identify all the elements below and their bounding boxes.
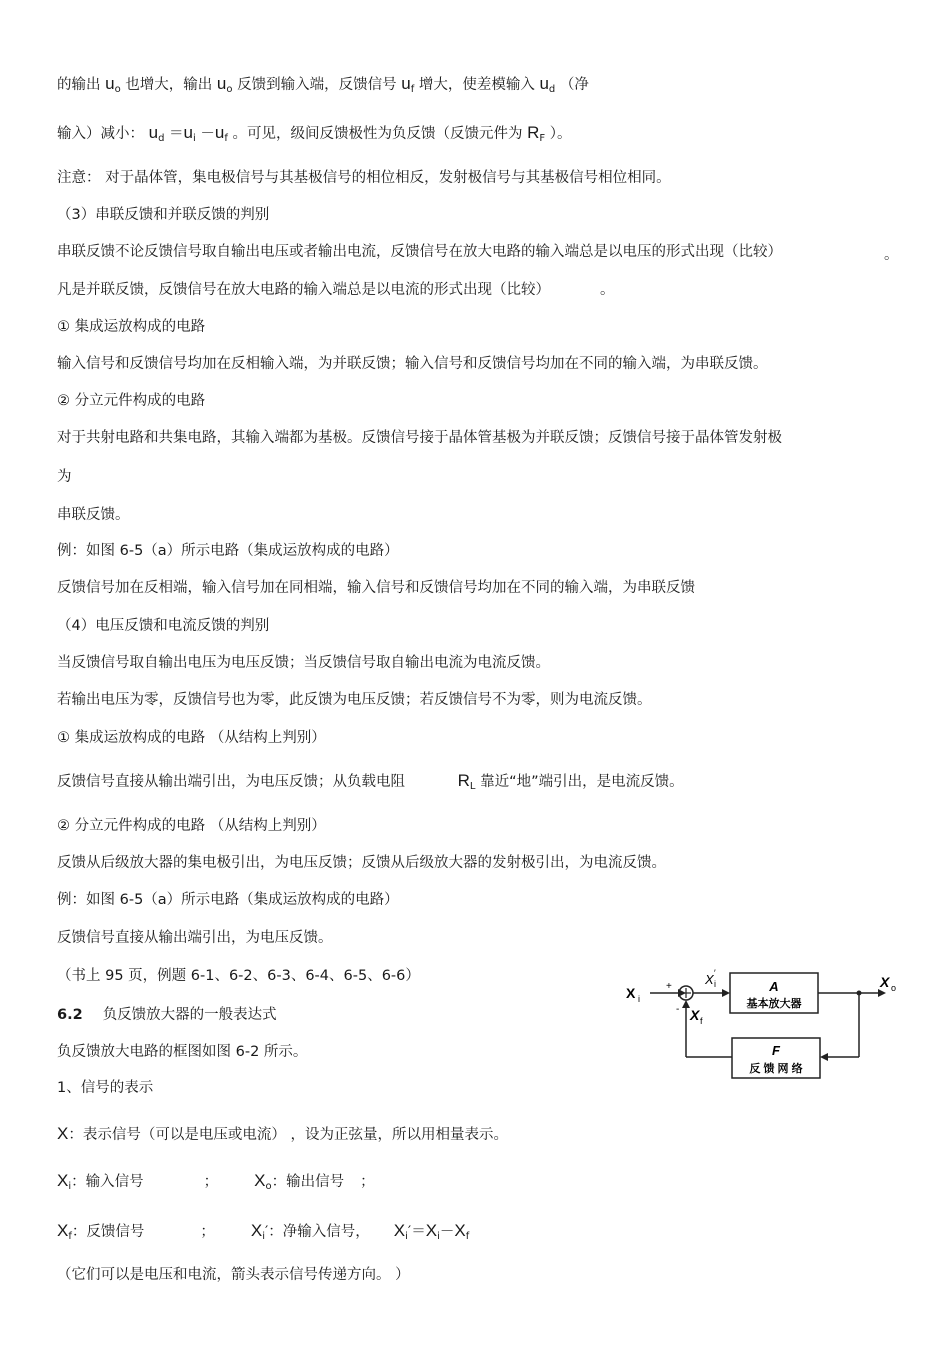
text-line-collector-emitter: 反馈从后级放大器的集电极引出，为电压反馈；反馈从后级放大器的发射极引出，为电流反馈。 bbox=[57, 855, 666, 871]
svg-text:A: A bbox=[769, 979, 779, 994]
feedback-signal-label: X bbox=[690, 1007, 700, 1023]
text-line-example-1-answer: 反馈信号加在反相端，输入信号加在同相端，输入信号和反馈信号均加在不同的输入端，为串联反馈 bbox=[57, 580, 695, 596]
net-input-label: X bbox=[705, 972, 714, 987]
text-line-note: 注意： 对于晶体管，集电极信号与其基极信号的相位相反，发射极信号与其基极信号相位相同。 bbox=[57, 170, 671, 186]
text-line-input-output-signal: $X_i$：输入信号 ； $X_o$：输出信号 ； bbox=[57, 1171, 375, 1192]
text-line-parallel-feedback: 凡是并联反馈，反馈信号在放大电路的输入端总是以电流的形式出现（比较） 。 bbox=[57, 282, 615, 298]
svg-text:i: i bbox=[714, 979, 716, 989]
feedback-block-diagram bbox=[622, 962, 912, 1094]
input-signal-label: X bbox=[626, 985, 636, 1001]
text-line-load-resistor: 反馈信号直接从输出端引出，为电压反馈；从负载电阻 $R_L$ 靠近“地”端引出，是电流反馈。 bbox=[57, 771, 684, 792]
svg-text:i: i bbox=[638, 994, 640, 1004]
subheading-discrete-circuit: ② 分立元件构成的电路 bbox=[57, 393, 206, 409]
section-heading-voltage-current: （4）电压反馈和电流反馈的判别 bbox=[57, 618, 270, 634]
subheading-opamp-structure: ① 集成运放构成的电路 （从结构上判别） bbox=[57, 730, 326, 746]
text-line-wei: 为 bbox=[57, 469, 72, 485]
text-line-net-input-decrease: 输入）减小： $u_d =u_i -u_f$ 。可见，级间反馈极性为负反馈（反馈元件为 $R_F$ ）。 bbox=[57, 123, 572, 144]
text-line-feedback-net-signal: $X_f$：反馈信号 ； $X_i'$：净输入信号， $X_i'=X_i-X_f$ bbox=[57, 1221, 470, 1242]
text-line-book-reference: （书上 95 页，例题 6-1、6-2、6-3、6-4、6-5、6-6） bbox=[57, 968, 420, 984]
section-heading-series-parallel: （3）串联反馈和并联反馈的判别 bbox=[57, 207, 270, 223]
text-line-discrete-rule: 对于共射电路和共集电路，其输入端都为基极。反馈信号接于晶体管基极为并联反馈；反馈信号接于晶体管发射极 bbox=[57, 430, 782, 446]
subheading-discrete-structure: ② 分立元件构成的电路 （从结构上判别） bbox=[57, 818, 326, 834]
svg-text:-: - bbox=[676, 1004, 680, 1015]
feedback-network-label: 反 馈 网 络 bbox=[749, 1063, 803, 1075]
text-line-example-2-answer: 反馈信号直接从输出端引出，为电压反馈。 bbox=[57, 930, 333, 946]
text-line-series-feedback-end: 串联反馈。 bbox=[57, 507, 130, 523]
output-signal-label: X bbox=[880, 974, 890, 990]
text-line-example-1: 例：如图 6-5（a）所示电路（集成运放构成的电路） bbox=[57, 543, 399, 559]
svg-text:o: o bbox=[891, 983, 897, 993]
text-line-voltage-current-test: 若输出电压为零，反馈信号也为零，此反馈为电压反馈；若反馈信号不为零，则为电流反馈。 bbox=[57, 692, 652, 708]
text-line-series-feedback: 串联反馈不论反馈信号取自输出电压或者输出电流，反馈信号在放大电路的输入端总是以电压的形式出现（比较） bbox=[57, 244, 782, 260]
svg-text:′: ′ bbox=[714, 968, 716, 978]
text-line-series-feedback-tail: 。 bbox=[884, 247, 899, 263]
basic-amplifier-label: 基本放大器 bbox=[746, 998, 802, 1010]
section-heading-6-2: 6.2 负反馈放大器的一般表达式 bbox=[57, 1007, 277, 1023]
text-line-voltage-current-def: 当反馈信号取自输出电压为电压反馈；当反馈信号取自输出电流为电流反馈。 bbox=[57, 655, 550, 671]
text-line-block-diagram-ref: 负反馈放大电路的框图如图 6-2 所示。 bbox=[57, 1044, 308, 1060]
text-line-opamp-rule: 输入信号和反馈信号均加在反相输入端，为并联反馈；输入信号和反馈信号均加在不同的输入端，为串联反馈。 bbox=[57, 356, 768, 372]
text-line-example-2: 例：如图 6-5（a）所示电路（集成运放构成的电路） bbox=[57, 892, 399, 908]
text-line-arrow-note: （它们可以是电压和电流，箭头表示信号传递方向。 ） bbox=[57, 1267, 410, 1283]
svg-text:f: f bbox=[700, 1016, 703, 1026]
svg-text:F: F bbox=[772, 1043, 780, 1058]
text-line-output-increase: 的输出 $u_o$ 也增大，输出 $u_o$ 反馈到输入端，反馈信号 $u_f$ 增大，使差模输入 $u_d$ （净 bbox=[57, 74, 589, 95]
subheading-opamp-circuit: ① 集成运放构成的电路 bbox=[57, 319, 206, 335]
svg-text:+: + bbox=[666, 981, 672, 992]
subheading-signal-representation: 1、信号的表示 bbox=[57, 1080, 154, 1096]
text-line-signal-def: X：表示信号（可以是电压或电流） ，设为正弦量，所以用相量表示。 bbox=[57, 1124, 508, 1143]
